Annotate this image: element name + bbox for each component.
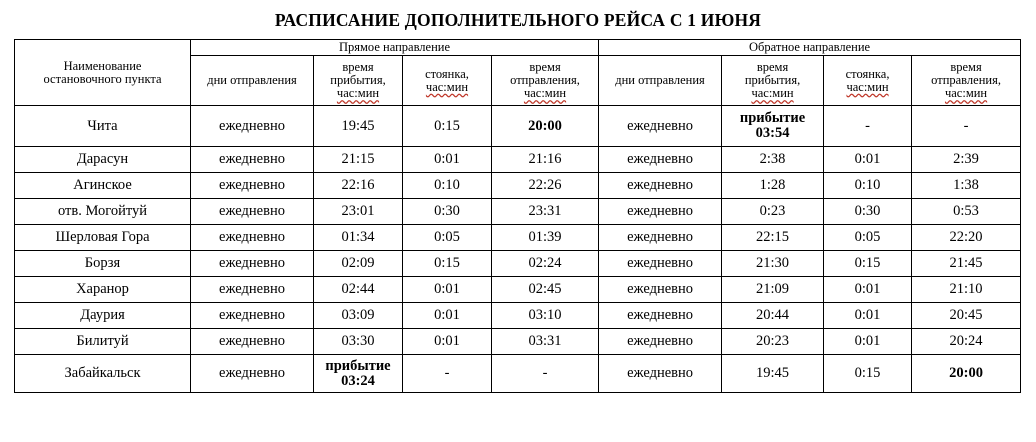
reverse-stay-cell: 0:15 (824, 251, 912, 277)
forward-departure-cell: 01:39 (492, 225, 599, 251)
header-line: отправления, (931, 73, 1001, 87)
header-stop-name-line: Наименование (63, 58, 142, 73)
forward-stay-cell: 0:10 (403, 173, 492, 199)
forward-departure-cell: 23:31 (492, 199, 599, 225)
header-line: стоянка, (425, 66, 469, 81)
stop-name-cell: Шерловая Гора (15, 225, 191, 251)
table-row (15, 225, 1021, 251)
reverse-arrival-cell: 22:15 (722, 225, 824, 251)
arrival-note: прибытие (739, 110, 806, 126)
stop-name-cell: Агинское (15, 173, 191, 199)
reverse-stay-cell: 0:01 (824, 303, 912, 329)
table-row (15, 147, 1021, 173)
stop-name-cell: Чита (15, 106, 191, 147)
reverse-arrival-cell: 20:44 (722, 303, 824, 329)
forward-arrival-cell: 21:15 (314, 147, 403, 173)
header-stop-name (15, 40, 191, 106)
reverse-days-cell: ежедневно (599, 199, 722, 225)
reverse-arrival-cell (722, 106, 824, 147)
reverse-arrival-cell: 20:23 (722, 329, 824, 355)
header-forward-stop-duration (403, 56, 492, 106)
forward-stay-cell: 0:01 (403, 303, 492, 329)
reverse-departure-cell: 22:20 (912, 225, 1021, 251)
reverse-days-cell: ежедневно (599, 355, 722, 393)
forward-stay-cell: 0:01 (403, 329, 492, 355)
header-forward-arrival-time (314, 56, 403, 106)
header-reverse-direction: Обратное направление (599, 40, 1021, 56)
table-row (15, 329, 1021, 355)
header-reverse-departure-days: дни отправления (599, 56, 722, 106)
table-row (15, 303, 1021, 329)
forward-stay-cell: - (403, 355, 492, 393)
forward-departure-cell: - (492, 355, 599, 393)
table-row (15, 199, 1021, 225)
forward-stay-cell: 0:01 (403, 277, 492, 303)
header-reverse-stop-duration (824, 56, 912, 106)
table-row (15, 355, 1021, 393)
forward-arrival-cell: 03:09 (314, 303, 403, 329)
reverse-stay-cell: 0:30 (824, 199, 912, 225)
forward-days-cell: ежедневно (191, 147, 314, 173)
forward-departure-cell: 03:31 (492, 329, 599, 355)
reverse-days-cell: ежедневно (599, 106, 722, 147)
header-forward-direction: Прямое направление (191, 40, 599, 56)
reverse-arrival-cell: 19:45 (722, 355, 824, 393)
forward-arrival-cell: 03:30 (314, 329, 403, 355)
reverse-departure-cell: 20:45 (912, 303, 1021, 329)
forward-arrival-cell: 02:44 (314, 277, 403, 303)
page-title: РАСПИСАНИЕ ДОПОЛНИТЕЛЬНОГО РЕЙСА С 1 ИЮНЯ (274, 10, 762, 30)
forward-arrival-cell (314, 355, 403, 393)
table-row (15, 106, 1021, 147)
arrival-note: прибытие (325, 357, 391, 374)
reverse-days-cell: ежедневно (599, 329, 722, 355)
reverse-departure-cell: - (912, 106, 1021, 147)
reverse-stay-cell: 0:01 (824, 329, 912, 355)
forward-arrival-cell: 19:45 (314, 106, 403, 147)
header-line: час:мин (523, 86, 567, 100)
schedule-table (14, 39, 1021, 393)
reverse-departure-cell: 2:39 (912, 147, 1021, 173)
header-line: час:мин (425, 79, 469, 94)
header-line: время (756, 60, 789, 74)
header-line: час:мин (846, 79, 889, 94)
forward-days-cell: ежедневно (191, 355, 314, 393)
reverse-departure-cell: 20:00 (912, 355, 1021, 393)
forward-days-cell: ежедневно (191, 173, 314, 199)
forward-departure-cell: 21:16 (492, 147, 599, 173)
header-line: время (529, 60, 561, 74)
header-forward-departure-time (492, 56, 599, 106)
forward-departure-cell: 22:26 (492, 173, 599, 199)
forward-departure-cell: 20:00 (492, 106, 599, 147)
reverse-days-cell: ежедневно (599, 225, 722, 251)
reverse-departure-cell: 20:24 (912, 329, 1021, 355)
header-line: время (342, 60, 374, 74)
reverse-stay-cell: - (824, 106, 912, 147)
table-row (15, 251, 1021, 277)
header-stop-name-line: остановочного пункта (43, 71, 162, 86)
stop-name-cell: Билитуй (15, 329, 191, 355)
forward-stay-cell: 0:05 (403, 225, 492, 251)
forward-departure-cell: 02:24 (492, 251, 599, 277)
forward-days-cell: ежедневно (191, 329, 314, 355)
reverse-departure-cell: 0:53 (912, 199, 1021, 225)
stop-name-cell: Харанор (15, 277, 191, 303)
reverse-stay-cell: 0:10 (824, 173, 912, 199)
reverse-days-cell: ежедневно (599, 147, 722, 173)
stop-name-cell: Дарасун (15, 147, 191, 173)
arrival-time: 03:54 (755, 125, 790, 141)
forward-arrival-cell: 22:16 (314, 173, 403, 199)
header-line: прибытия, (330, 73, 386, 87)
header-line: час:мин (336, 86, 380, 100)
reverse-arrival-cell: 2:38 (722, 147, 824, 173)
stop-name-cell: Борзя (15, 251, 191, 277)
table-row (15, 173, 1021, 199)
reverse-arrival-cell: 0:23 (722, 199, 824, 225)
header-reverse-departure-time (912, 56, 1021, 106)
reverse-days-cell: ежедневно (599, 173, 722, 199)
forward-days-cell: ежедневно (191, 303, 314, 329)
reverse-departure-cell: 21:45 (912, 251, 1021, 277)
reverse-days-cell: ежедневно (599, 277, 722, 303)
forward-arrival-cell: 02:09 (314, 251, 403, 277)
table-row (15, 277, 1021, 303)
forward-departure-cell: 02:45 (492, 277, 599, 303)
reverse-stay-cell: 0:01 (824, 277, 912, 303)
reverse-days-cell: ежедневно (599, 251, 722, 277)
forward-stay-cell: 0:30 (403, 199, 492, 225)
reverse-arrival-cell: 21:30 (722, 251, 824, 277)
forward-days-cell: ежедневно (191, 277, 314, 303)
forward-days-cell: ежедневно (191, 199, 314, 225)
forward-days-cell: ежедневно (191, 225, 314, 251)
reverse-arrival-cell: 1:28 (722, 173, 824, 199)
forward-days-cell: ежедневно (191, 106, 314, 147)
forward-stay-cell: 0:01 (403, 147, 492, 173)
reverse-stay-cell: 0:15 (824, 355, 912, 393)
header-forward-departure-days: дни отправления (191, 56, 314, 106)
header-line: отправления, (510, 73, 580, 87)
stop-name-cell: отв. Могойтуй (15, 199, 191, 225)
reverse-departure-cell: 21:10 (912, 277, 1021, 303)
reverse-arrival-cell: 21:09 (722, 277, 824, 303)
forward-departure-cell: 03:10 (492, 303, 599, 329)
reverse-stay-cell: 0:05 (824, 225, 912, 251)
header-line: час:мин (944, 86, 988, 100)
stop-name-cell: Даурия (15, 303, 191, 329)
forward-days-cell: ежедневно (191, 251, 314, 277)
header-row-directions (15, 40, 1021, 56)
header-line: прибытия, (744, 73, 801, 87)
header-line: стоянка, (845, 66, 890, 81)
stop-name-cell: Забайкальск (15, 355, 191, 393)
header-line: время (950, 60, 982, 74)
forward-arrival-cell: 01:34 (314, 225, 403, 251)
reverse-days-cell: ежедневно (599, 303, 722, 329)
arrival-time: 03:24 (341, 372, 375, 389)
reverse-departure-cell: 1:38 (912, 173, 1021, 199)
forward-arrival-cell: 23:01 (314, 199, 403, 225)
forward-stay-cell: 0:15 (403, 106, 492, 147)
header-reverse-arrival-time (722, 56, 824, 106)
forward-stay-cell: 0:15 (403, 251, 492, 277)
reverse-stay-cell: 0:01 (824, 147, 912, 173)
header-line: час:мин (751, 86, 794, 100)
